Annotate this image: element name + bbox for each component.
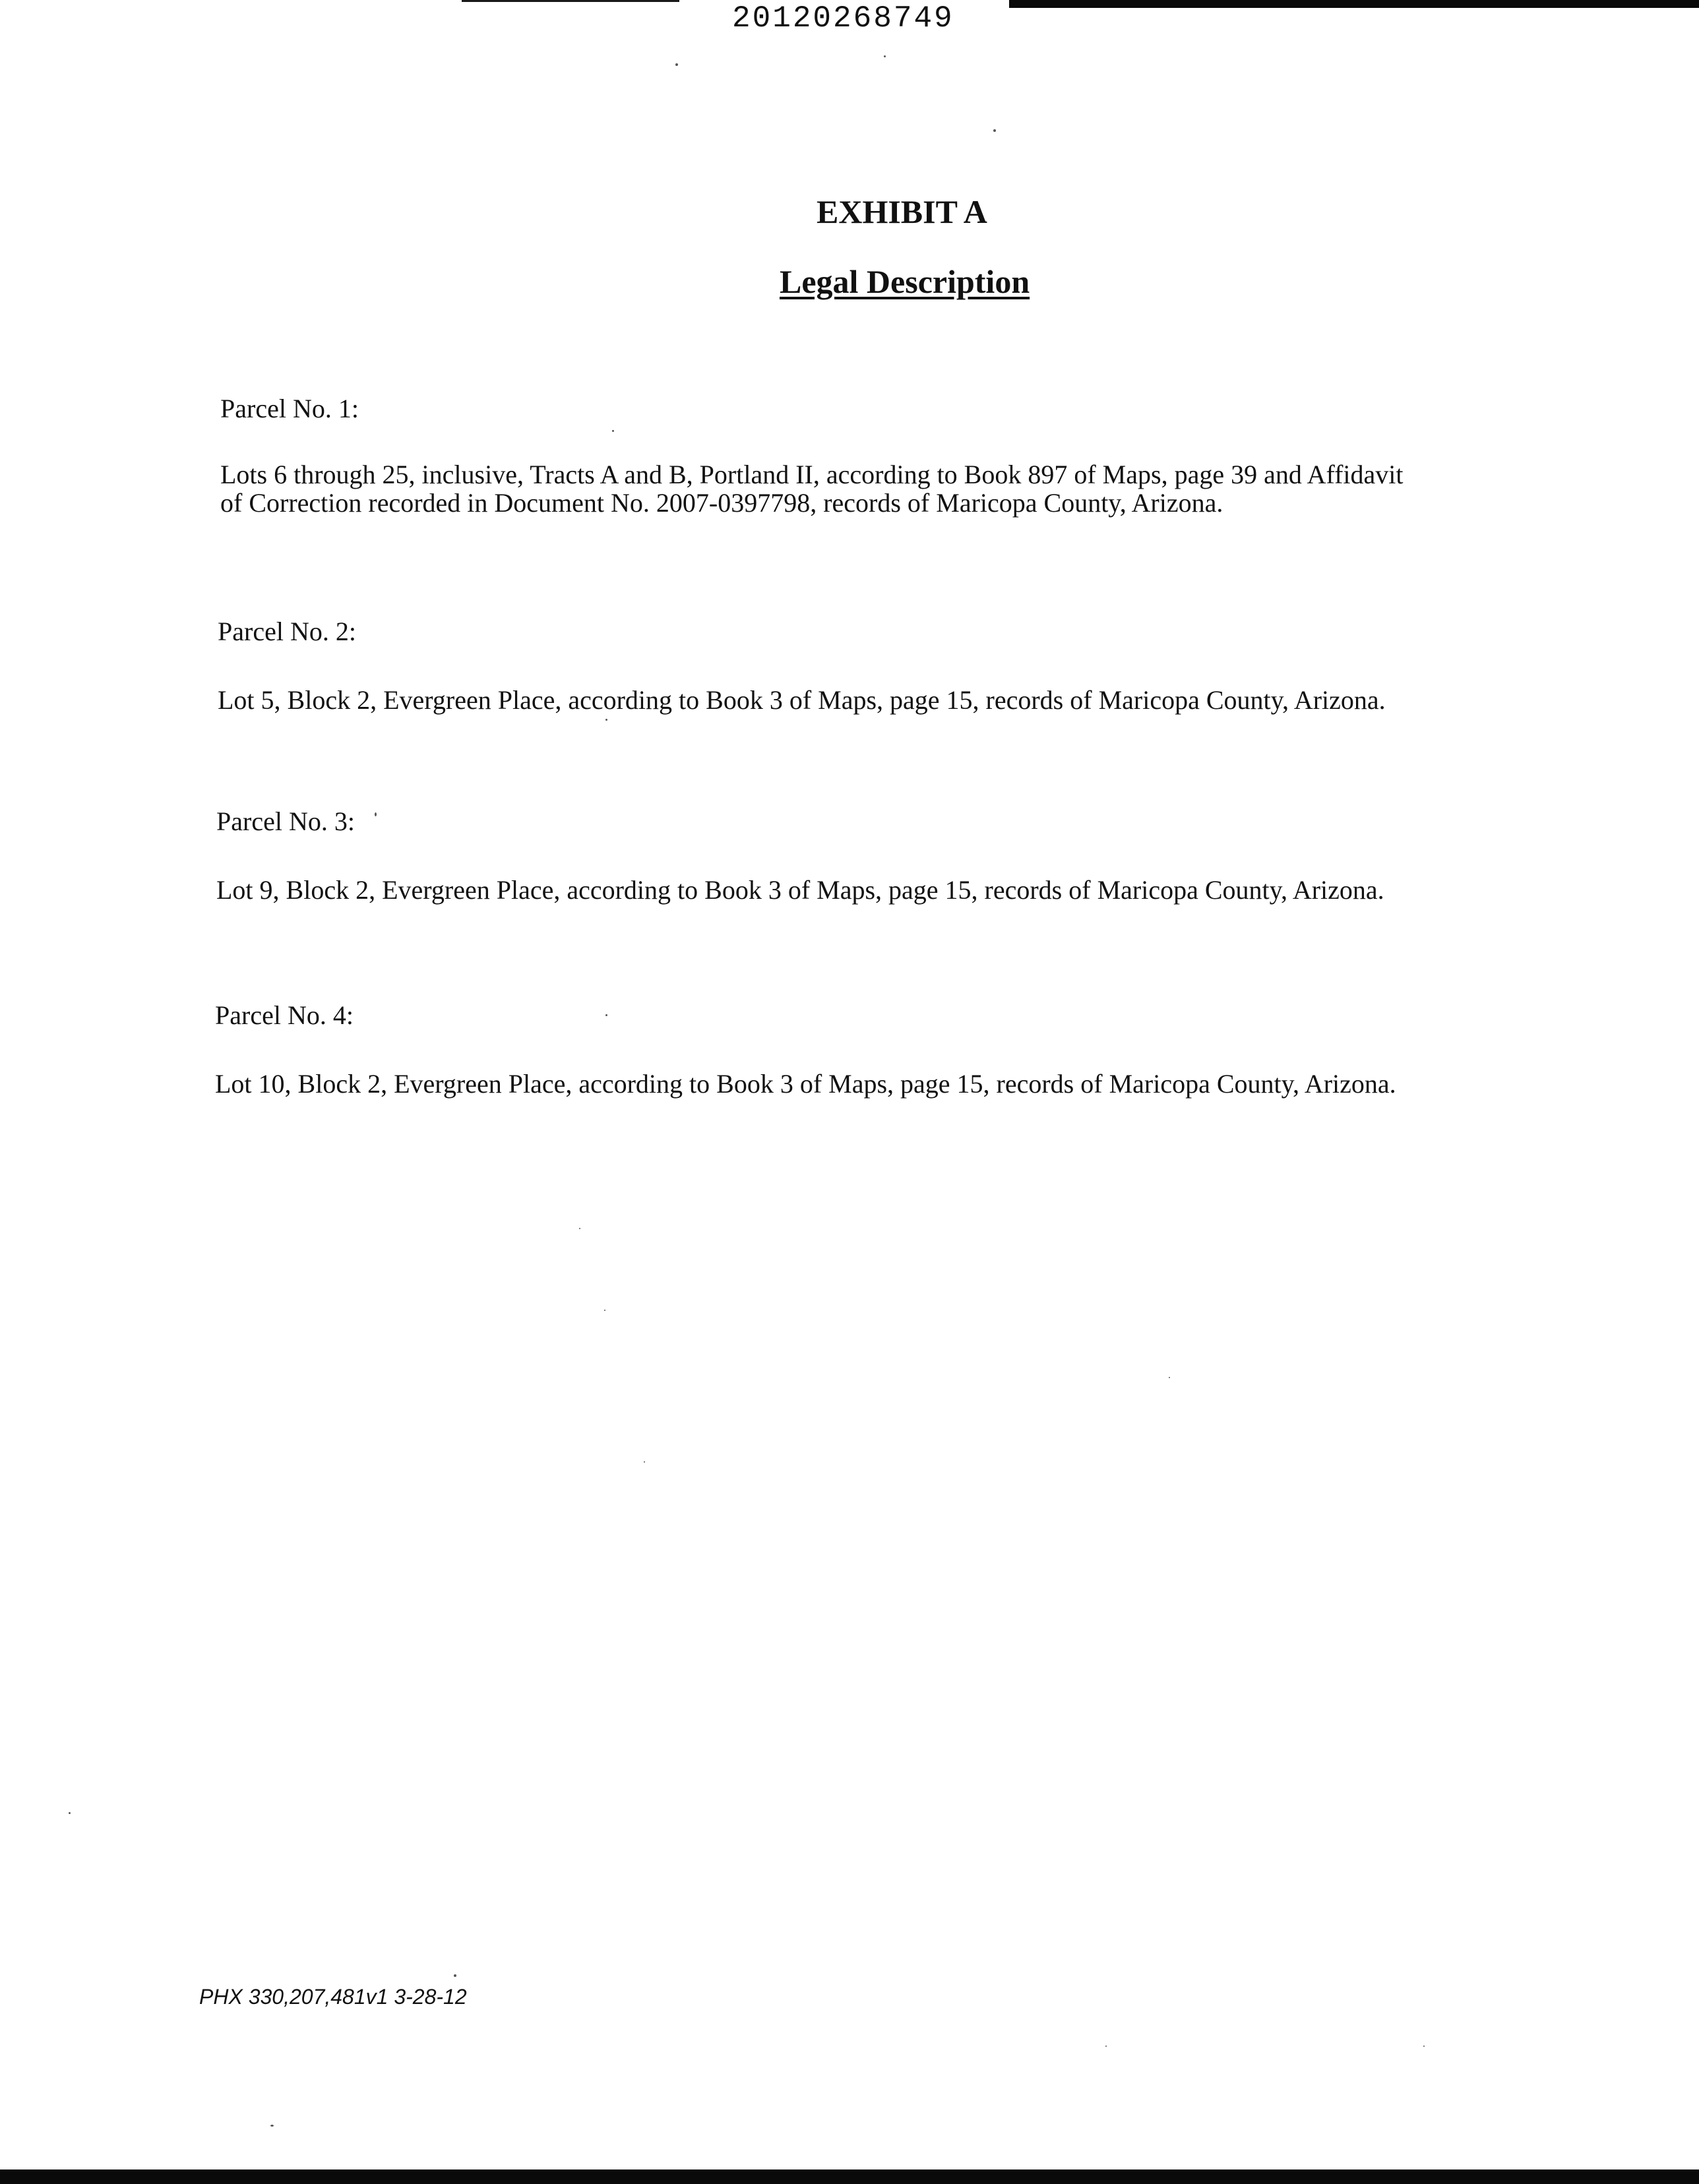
- scan-speck: [604, 1310, 605, 1311]
- scan-speck: [605, 719, 607, 721]
- scan-speck: [1423, 2046, 1425, 2047]
- parcel-1-line-2: of Correction recorded in Document No. 2007-0397798, records of Maricopa County, Arizona.: [220, 488, 1223, 518]
- scan-speck: [454, 1974, 456, 1977]
- parcel-3-heading: Parcel No. 3:: [216, 806, 355, 836]
- recording-number: 20120268749: [732, 1, 954, 36]
- legal-description-heading: Legal Description: [780, 263, 1030, 300]
- parcel-2-heading: Parcel No. 2:: [218, 617, 356, 646]
- scan-speck: [612, 430, 614, 432]
- exhibit-title: EXHIBIT A: [817, 193, 987, 230]
- scan-speck: [884, 55, 886, 57]
- parcel-2-description: [218, 686, 1386, 714]
- parcel-4-heading: Parcel No. 4:: [215, 1000, 354, 1030]
- scan-border-top-left: [462, 0, 679, 2]
- scan-speck: [69, 1812, 71, 1814]
- parcel-2-line-1: Lot 5, Block 2, Evergreen Place, according to Book 3 of Maps, page 15, records of Maricopa County, Arizona.: [218, 685, 1386, 715]
- footer-document-reference: PHX 330,207,481v1 3-28-12: [199, 1985, 467, 2009]
- parcel-1-heading: Parcel No. 1:: [220, 394, 359, 423]
- parcel-1-description: [220, 460, 1404, 517]
- scan-speck: [579, 1228, 580, 1229]
- scan-border-bottom: [0, 2169, 1699, 2184]
- parcel-4-description: [215, 1070, 1396, 1098]
- scan-speck: [993, 129, 996, 132]
- scan-border-top-right: [1009, 0, 1699, 8]
- scan-speck: [644, 1461, 645, 1463]
- scan-speck: [605, 1014, 607, 1016]
- parcel-4-line-1: Lot 10, Block 2, Evergreen Place, according to Book 3 of Maps, page 15, records of Maricopa County, Arizona.: [215, 1069, 1396, 1099]
- scan-speck: [375, 812, 377, 816]
- parcel-3-description: [216, 876, 1384, 904]
- scan-speck: [675, 63, 678, 66]
- scan-speck: [1169, 1377, 1170, 1378]
- parcel-1-line-1: Lots 6 through 25, inclusive, Tracts A and B, Portland II, according to Book 897 of Maps, page 39 and Affidavit: [220, 460, 1404, 489]
- scan-speck: [1105, 2046, 1107, 2047]
- parcel-3-line-1: Lot 9, Block 2, Evergreen Place, according to Book 3 of Maps, page 15, records of Maricopa County, Arizona.: [216, 875, 1384, 905]
- scan-speck: [270, 2125, 274, 2127]
